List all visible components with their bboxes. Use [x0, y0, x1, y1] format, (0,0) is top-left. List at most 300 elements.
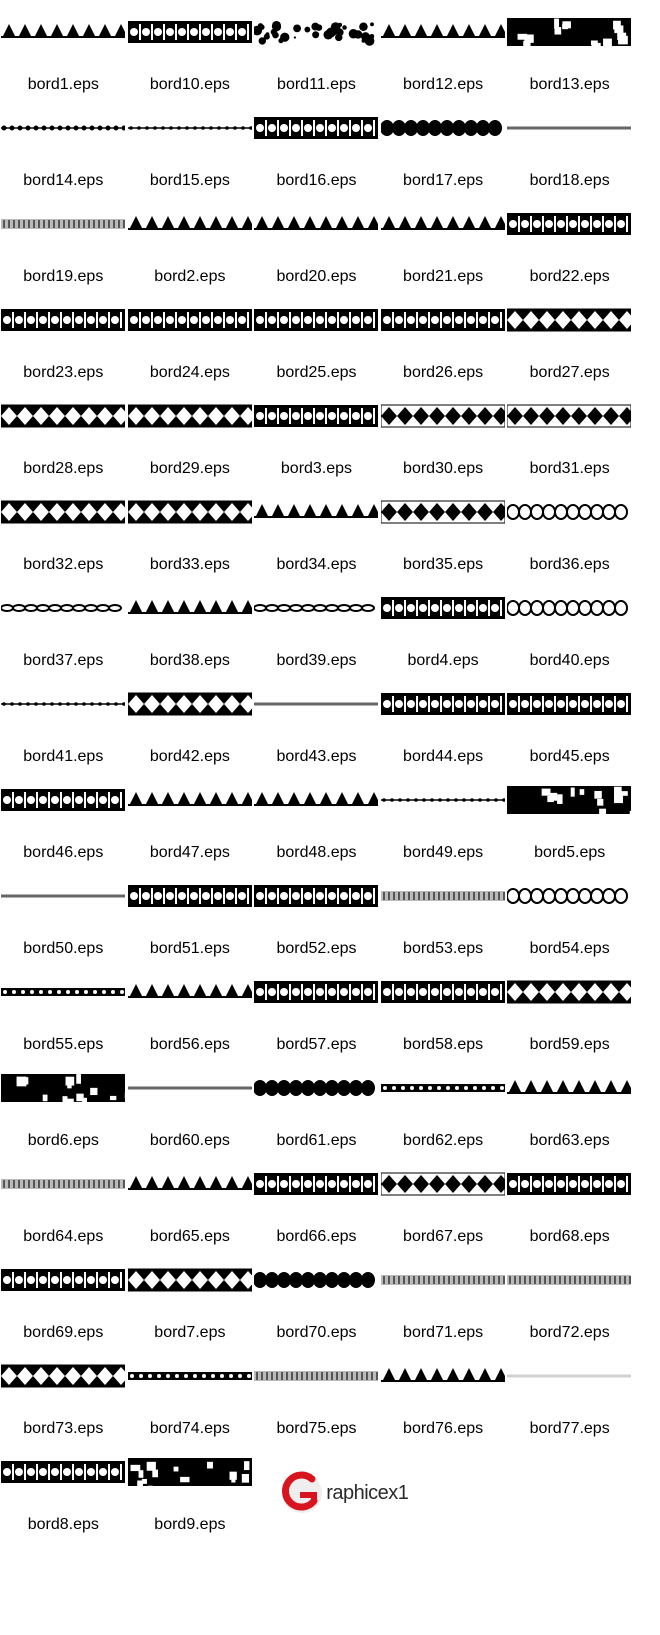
file-tile[interactable] [380, 303, 507, 399]
border-thumbnail[interactable] [253, 15, 379, 49]
border-thumbnail[interactable] [127, 1455, 253, 1489]
file-name-label: bord40.eps [529, 652, 610, 669]
border-preview-image [1, 786, 125, 814]
file-name-label: bord15.eps [149, 172, 230, 189]
file-tile[interactable] [253, 1167, 380, 1263]
border-thumbnail[interactable] [127, 495, 253, 529]
border-preview-image [1, 1074, 125, 1102]
file-tile[interactable] [127, 1455, 254, 1551]
border-thumbnail[interactable] [253, 207, 379, 241]
file-name-label: bord14.eps [23, 172, 104, 189]
border-preview-image [507, 498, 631, 526]
border-preview-image [507, 882, 631, 910]
file-tile[interactable] [506, 879, 633, 975]
file-tile[interactable] [380, 975, 507, 1071]
border-thumbnail[interactable] [380, 1167, 506, 1201]
file-tile[interactable] [0, 879, 127, 975]
file-tile[interactable] [506, 1167, 633, 1263]
border-preview-image [128, 1074, 252, 1102]
file-tile[interactable] [0, 495, 127, 591]
border-thumbnail[interactable] [380, 1359, 506, 1393]
border-preview-image [254, 786, 378, 814]
border-preview-image [507, 1170, 631, 1198]
file-tile[interactable] [380, 783, 507, 879]
border-preview-image [381, 882, 505, 910]
file-name-label: bord4.eps [407, 652, 479, 669]
file-tile[interactable] [127, 879, 254, 975]
file-tile[interactable] [506, 15, 633, 111]
file-name-label: bord17.eps [403, 172, 484, 189]
border-preview-image [128, 594, 252, 622]
border-thumbnail[interactable] [127, 879, 253, 913]
file-name-label: bord56.eps [149, 1036, 230, 1053]
file-tile[interactable] [506, 687, 633, 783]
file-name-label: bord41.eps [23, 748, 104, 765]
border-preview-image [254, 882, 378, 910]
border-thumbnail[interactable] [127, 15, 253, 49]
border-preview-image [507, 1362, 631, 1390]
file-name-label: bord57.eps [276, 1036, 357, 1053]
file-name-label: bord36.eps [529, 556, 610, 573]
border-thumbnail[interactable] [253, 1167, 379, 1201]
border-thumbnail[interactable] [380, 207, 506, 241]
border-preview-image [254, 114, 378, 142]
file-tile[interactable] [253, 879, 380, 975]
file-name-label: bord71.eps [403, 1324, 484, 1341]
border-thumbnail[interactable] [253, 1263, 379, 1297]
file-tile[interactable] [506, 207, 633, 303]
border-thumbnail[interactable] [127, 687, 253, 721]
border-preview-image [128, 498, 252, 526]
border-thumbnail[interactable] [127, 399, 253, 433]
border-preview-image [128, 18, 252, 46]
border-thumbnail[interactable] [380, 495, 506, 529]
file-name-label: bord54.eps [529, 940, 610, 957]
file-tile[interactable] [253, 591, 380, 687]
border-thumbnail[interactable] [380, 975, 506, 1009]
border-preview-image [507, 1266, 631, 1294]
border-thumbnail[interactable] [0, 783, 126, 817]
file-name-label: bord20.eps [276, 268, 357, 285]
border-thumbnail[interactable] [506, 1359, 632, 1393]
file-name-label: bord22.eps [529, 268, 610, 285]
border-preview-image [381, 1362, 505, 1390]
border-thumbnail[interactable] [0, 1359, 126, 1393]
border-preview-image [128, 114, 252, 142]
file-tile[interactable] [0, 687, 127, 783]
border-preview-image [254, 210, 378, 238]
border-thumbnail[interactable] [380, 399, 506, 433]
file-name-label: bord34.eps [276, 556, 357, 573]
file-name-label: bord25.eps [276, 364, 357, 381]
border-preview-image [128, 882, 252, 910]
border-preview-image [254, 306, 378, 334]
file-name-label: bord24.eps [149, 364, 230, 381]
border-preview-image [254, 1074, 378, 1102]
border-thumbnail[interactable] [253, 783, 379, 817]
border-preview-image [128, 786, 252, 814]
file-name-label: bord5.eps [534, 844, 606, 861]
file-tile[interactable] [0, 591, 127, 687]
file-name-label: bord52.eps [276, 940, 357, 957]
file-name-label: bord42.eps [149, 748, 230, 765]
file-tile[interactable] [0, 207, 127, 303]
file-tile[interactable] [506, 1071, 633, 1167]
border-thumbnail[interactable] [127, 783, 253, 817]
border-preview-image [254, 18, 378, 46]
file-name-label: bord1.eps [27, 76, 99, 93]
border-thumbnail[interactable] [127, 1263, 253, 1297]
border-thumbnail[interactable] [0, 303, 126, 337]
file-name-label: bord26.eps [403, 364, 484, 381]
border-preview-image [128, 978, 252, 1006]
border-preview-image [128, 210, 252, 238]
border-thumbnail[interactable] [253, 303, 379, 337]
file-name-label: bord38.eps [149, 652, 230, 669]
border-preview-image [254, 402, 378, 430]
border-thumbnail[interactable] [0, 975, 126, 1009]
file-tile[interactable] [0, 15, 127, 111]
file-name-label: bord32.eps [23, 556, 104, 573]
border-thumbnail[interactable] [0, 399, 126, 433]
file-name-label: bord10.eps [149, 76, 230, 93]
border-preview-image [1, 1170, 125, 1198]
file-name-label: bord47.eps [149, 844, 230, 861]
border-preview-image [128, 402, 252, 430]
file-name-label: bord72.eps [529, 1324, 610, 1341]
border-preview-image [254, 1362, 378, 1390]
border-thumbnail[interactable] [127, 1071, 253, 1105]
file-tile[interactable] [127, 1359, 254, 1455]
border-thumbnail[interactable] [253, 879, 379, 913]
file-tile[interactable] [380, 15, 507, 111]
file-tile[interactable] [127, 303, 254, 399]
file-name-label: bord8.eps [27, 1516, 99, 1533]
file-tile[interactable] [127, 1263, 254, 1359]
file-name-label: bord45.eps [529, 748, 610, 765]
border-thumbnail[interactable] [127, 975, 253, 1009]
border-thumbnail[interactable] [380, 111, 506, 145]
border-preview-image [254, 594, 378, 622]
file-name-label: bord74.eps [149, 1420, 230, 1437]
border-preview-image [507, 402, 631, 430]
border-preview-image [507, 210, 631, 238]
file-name-label: bord58.eps [403, 1036, 484, 1053]
file-tile[interactable] [380, 1167, 507, 1263]
file-tile[interactable] [253, 303, 380, 399]
file-name-label: bord18.eps [529, 172, 610, 189]
border-preview-image [507, 786, 631, 814]
logo-text: raphicex1 [326, 1481, 409, 1504]
border-thumbnail[interactable] [380, 303, 506, 337]
border-thumbnail[interactable] [0, 687, 126, 721]
file-tile[interactable] [380, 495, 507, 591]
file-name-label: bord27.eps [529, 364, 610, 381]
file-tile[interactable] [253, 15, 380, 111]
file-tile[interactable] [253, 207, 380, 303]
file-name-label: bord9.eps [154, 1516, 226, 1533]
file-name-label: bord53.eps [403, 940, 484, 957]
file-name-label: bord51.eps [149, 940, 230, 957]
file-name-label: bord64.eps [23, 1228, 104, 1245]
file-tile[interactable] [506, 1263, 633, 1359]
border-thumbnail[interactable] [380, 879, 506, 913]
file-tile[interactable] [127, 975, 254, 1071]
file-tile[interactable] [127, 399, 254, 495]
border-thumbnail[interactable] [506, 303, 632, 337]
border-preview-image [1, 210, 125, 238]
file-tile[interactable] [253, 111, 380, 207]
file-tile[interactable] [380, 399, 507, 495]
border-preview-image [381, 402, 505, 430]
border-preview-image [1, 978, 125, 1006]
border-thumbnail[interactable] [127, 207, 253, 241]
file-tile[interactable] [127, 1167, 254, 1263]
border-thumbnail[interactable] [0, 1263, 126, 1297]
border-preview-image [128, 1266, 252, 1294]
file-name-label: bord23.eps [23, 364, 104, 381]
file-tile[interactable] [380, 1071, 507, 1167]
file-tile[interactable] [380, 111, 507, 207]
file-tile[interactable] [0, 1263, 127, 1359]
file-name-label: bord7.eps [154, 1324, 226, 1341]
border-preview-image [254, 978, 378, 1006]
border-thumbnail[interactable] [506, 879, 632, 913]
file-tile[interactable] [506, 783, 633, 879]
border-thumbnail[interactable] [506, 495, 632, 529]
border-preview-image [254, 1266, 378, 1294]
border-thumbnail[interactable] [253, 687, 379, 721]
border-thumbnail[interactable] [253, 399, 379, 433]
file-tile[interactable] [506, 1359, 633, 1455]
border-preview-image [507, 1074, 631, 1102]
border-thumbnail[interactable] [127, 1359, 253, 1393]
file-name-label: bord77.eps [529, 1420, 610, 1437]
border-preview-image [1, 1362, 125, 1390]
border-thumbnail[interactable] [253, 591, 379, 625]
file-name-label: bord60.eps [149, 1132, 230, 1149]
border-thumbnail[interactable] [380, 15, 506, 49]
file-name-label: bord30.eps [403, 460, 484, 477]
border-thumbnail[interactable] [506, 783, 632, 817]
border-thumbnail[interactable] [253, 111, 379, 145]
file-tile[interactable] [253, 399, 380, 495]
file-tile[interactable] [127, 591, 254, 687]
file-tile[interactable] [506, 495, 633, 591]
border-thumbnail[interactable] [506, 975, 632, 1009]
file-tile[interactable] [0, 1071, 127, 1167]
file-name-label: bord68.eps [529, 1228, 610, 1245]
border-preview-image [128, 1458, 252, 1486]
file-name-label: bord13.eps [529, 76, 610, 93]
border-thumbnail[interactable] [506, 15, 632, 49]
border-preview-image [1, 18, 125, 46]
border-thumbnail[interactable] [506, 591, 632, 625]
file-name-label: bord55.eps [23, 1036, 104, 1053]
file-tile[interactable] [506, 399, 633, 495]
file-tile[interactable] [253, 975, 380, 1071]
file-tile[interactable] [0, 783, 127, 879]
border-preview-image [381, 1074, 505, 1102]
border-preview-image [381, 306, 505, 334]
border-thumbnail[interactable] [506, 1263, 632, 1297]
file-name-label: bord37.eps [23, 652, 104, 669]
file-tile[interactable] [127, 15, 254, 111]
border-preview-image [128, 1362, 252, 1390]
file-grid [0, 15, 633, 1551]
border-thumbnail[interactable] [0, 15, 126, 49]
file-name-label: bord62.eps [403, 1132, 484, 1149]
file-tile[interactable] [380, 687, 507, 783]
file-tile[interactable] [127, 1071, 254, 1167]
file-tile[interactable] [253, 1071, 380, 1167]
border-thumbnail[interactable] [127, 303, 253, 337]
file-tile[interactable] [380, 1359, 507, 1455]
border-thumbnail[interactable] [506, 1167, 632, 1201]
border-preview-image [1, 882, 125, 910]
border-thumbnail[interactable] [253, 975, 379, 1009]
file-name-label: bord21.eps [403, 268, 484, 285]
border-preview-image [1, 402, 125, 430]
file-tile[interactable] [127, 207, 254, 303]
border-thumbnail[interactable] [0, 111, 126, 145]
file-name-label: bord2.eps [154, 268, 226, 285]
file-tile[interactable] [253, 687, 380, 783]
border-thumbnail[interactable] [253, 495, 379, 529]
border-thumbnail[interactable] [506, 1071, 632, 1105]
border-thumbnail[interactable] [253, 1359, 379, 1393]
file-tile[interactable] [0, 1359, 127, 1455]
file-name-label: bord28.eps [23, 460, 104, 477]
file-name-label: bord43.eps [276, 748, 357, 765]
border-preview-image [381, 1266, 505, 1294]
border-preview-image [1, 114, 125, 142]
file-name-label: bord12.eps [403, 76, 484, 93]
file-tile[interactable] [253, 1263, 380, 1359]
file-name-label: bord50.eps [23, 940, 104, 957]
file-name-label: bord48.eps [276, 844, 357, 861]
file-tile[interactable] [0, 975, 127, 1071]
border-thumbnail[interactable] [506, 111, 632, 145]
border-preview-image [381, 210, 505, 238]
file-tile[interactable] [380, 591, 507, 687]
border-thumbnail[interactable] [380, 687, 506, 721]
border-thumbnail[interactable] [127, 591, 253, 625]
border-thumbnail[interactable] [380, 783, 506, 817]
border-thumbnail[interactable] [0, 879, 126, 913]
file-name-label: bord3.eps [280, 460, 353, 477]
border-preview-image [381, 114, 505, 142]
file-tile[interactable] [0, 1455, 127, 1551]
file-tile[interactable] [506, 591, 633, 687]
border-preview-image [507, 594, 631, 622]
file-tile[interactable] [506, 303, 633, 399]
border-thumbnail[interactable] [0, 495, 126, 529]
border-thumbnail[interactable] [253, 1071, 379, 1105]
border-preview-image [1, 306, 125, 334]
file-tile[interactable] [0, 111, 127, 207]
file-tile[interactable] [380, 879, 507, 975]
graphicex-logo-icon [280, 1469, 324, 1517]
file-tile[interactable] [127, 111, 254, 207]
file-tile[interactable] [0, 399, 127, 495]
border-preview-image [507, 306, 631, 334]
file-name-label: bord29.eps [149, 460, 230, 477]
file-tile[interactable] [127, 495, 254, 591]
border-preview-image [128, 1170, 252, 1198]
border-preview-image [381, 690, 505, 718]
graphicex-logo [280, 1463, 410, 1523]
border-preview-image [507, 114, 631, 142]
border-preview-image [381, 978, 505, 1006]
file-tile[interactable] [253, 495, 380, 591]
file-name-label: bord44.eps [403, 748, 484, 765]
border-thumbnail[interactable] [506, 207, 632, 241]
border-preview-image [128, 690, 252, 718]
border-thumbnail[interactable] [380, 1263, 506, 1297]
file-tile[interactable] [127, 783, 254, 879]
file-tile[interactable] [380, 1263, 507, 1359]
file-name-label: bord19.eps [23, 268, 104, 285]
file-name-label: bord61.eps [276, 1132, 357, 1149]
file-tile[interactable] [0, 1167, 127, 1263]
border-preview-image [507, 18, 631, 46]
file-name-label: bord70.eps [276, 1324, 357, 1341]
border-preview-image [1, 1458, 125, 1486]
file-name-label: bord59.eps [529, 1036, 610, 1053]
file-name-label: bord33.eps [149, 556, 230, 573]
file-tile[interactable] [0, 303, 127, 399]
file-tile[interactable] [253, 1359, 380, 1455]
border-thumbnail[interactable] [380, 1071, 506, 1105]
border-preview-image [254, 690, 378, 718]
file-name-label: bord76.eps [403, 1420, 484, 1437]
file-name-label: bord6.eps [27, 1132, 99, 1149]
file-name-label: bord35.eps [403, 556, 484, 573]
border-preview-image [254, 1170, 378, 1198]
border-preview-image [1, 594, 125, 622]
file-name-label: bord63.eps [529, 1132, 610, 1149]
border-thumbnail[interactable] [506, 399, 632, 433]
file-name-label: bord16.eps [276, 172, 357, 189]
border-thumbnail[interactable] [127, 1167, 253, 1201]
file-name-label: bord31.eps [529, 460, 610, 477]
border-thumbnail[interactable] [0, 1167, 126, 1201]
border-thumbnail[interactable] [506, 687, 632, 721]
border-thumbnail[interactable] [380, 591, 506, 625]
border-thumbnail[interactable] [127, 111, 253, 145]
border-thumbnail[interactable] [0, 207, 126, 241]
border-thumbnail[interactable] [0, 591, 126, 625]
file-name-label: bord49.eps [403, 844, 484, 861]
border-thumbnail[interactable] [0, 1455, 126, 1489]
border-preview-image [128, 306, 252, 334]
border-preview-image [381, 18, 505, 46]
border-preview-image [381, 1170, 505, 1198]
border-preview-image [507, 978, 631, 1006]
file-tile[interactable] [253, 783, 380, 879]
file-tile[interactable] [506, 111, 633, 207]
border-thumbnail[interactable] [0, 1071, 126, 1105]
file-name-label: bord75.eps [276, 1420, 357, 1437]
border-preview-image [381, 594, 505, 622]
file-name-label: bord67.eps [403, 1228, 484, 1245]
border-preview-image [381, 786, 505, 814]
logo-tile [253, 1455, 409, 1551]
file-tile[interactable] [506, 975, 633, 1071]
file-tile[interactable] [380, 207, 507, 303]
file-tile[interactable] [127, 687, 254, 783]
